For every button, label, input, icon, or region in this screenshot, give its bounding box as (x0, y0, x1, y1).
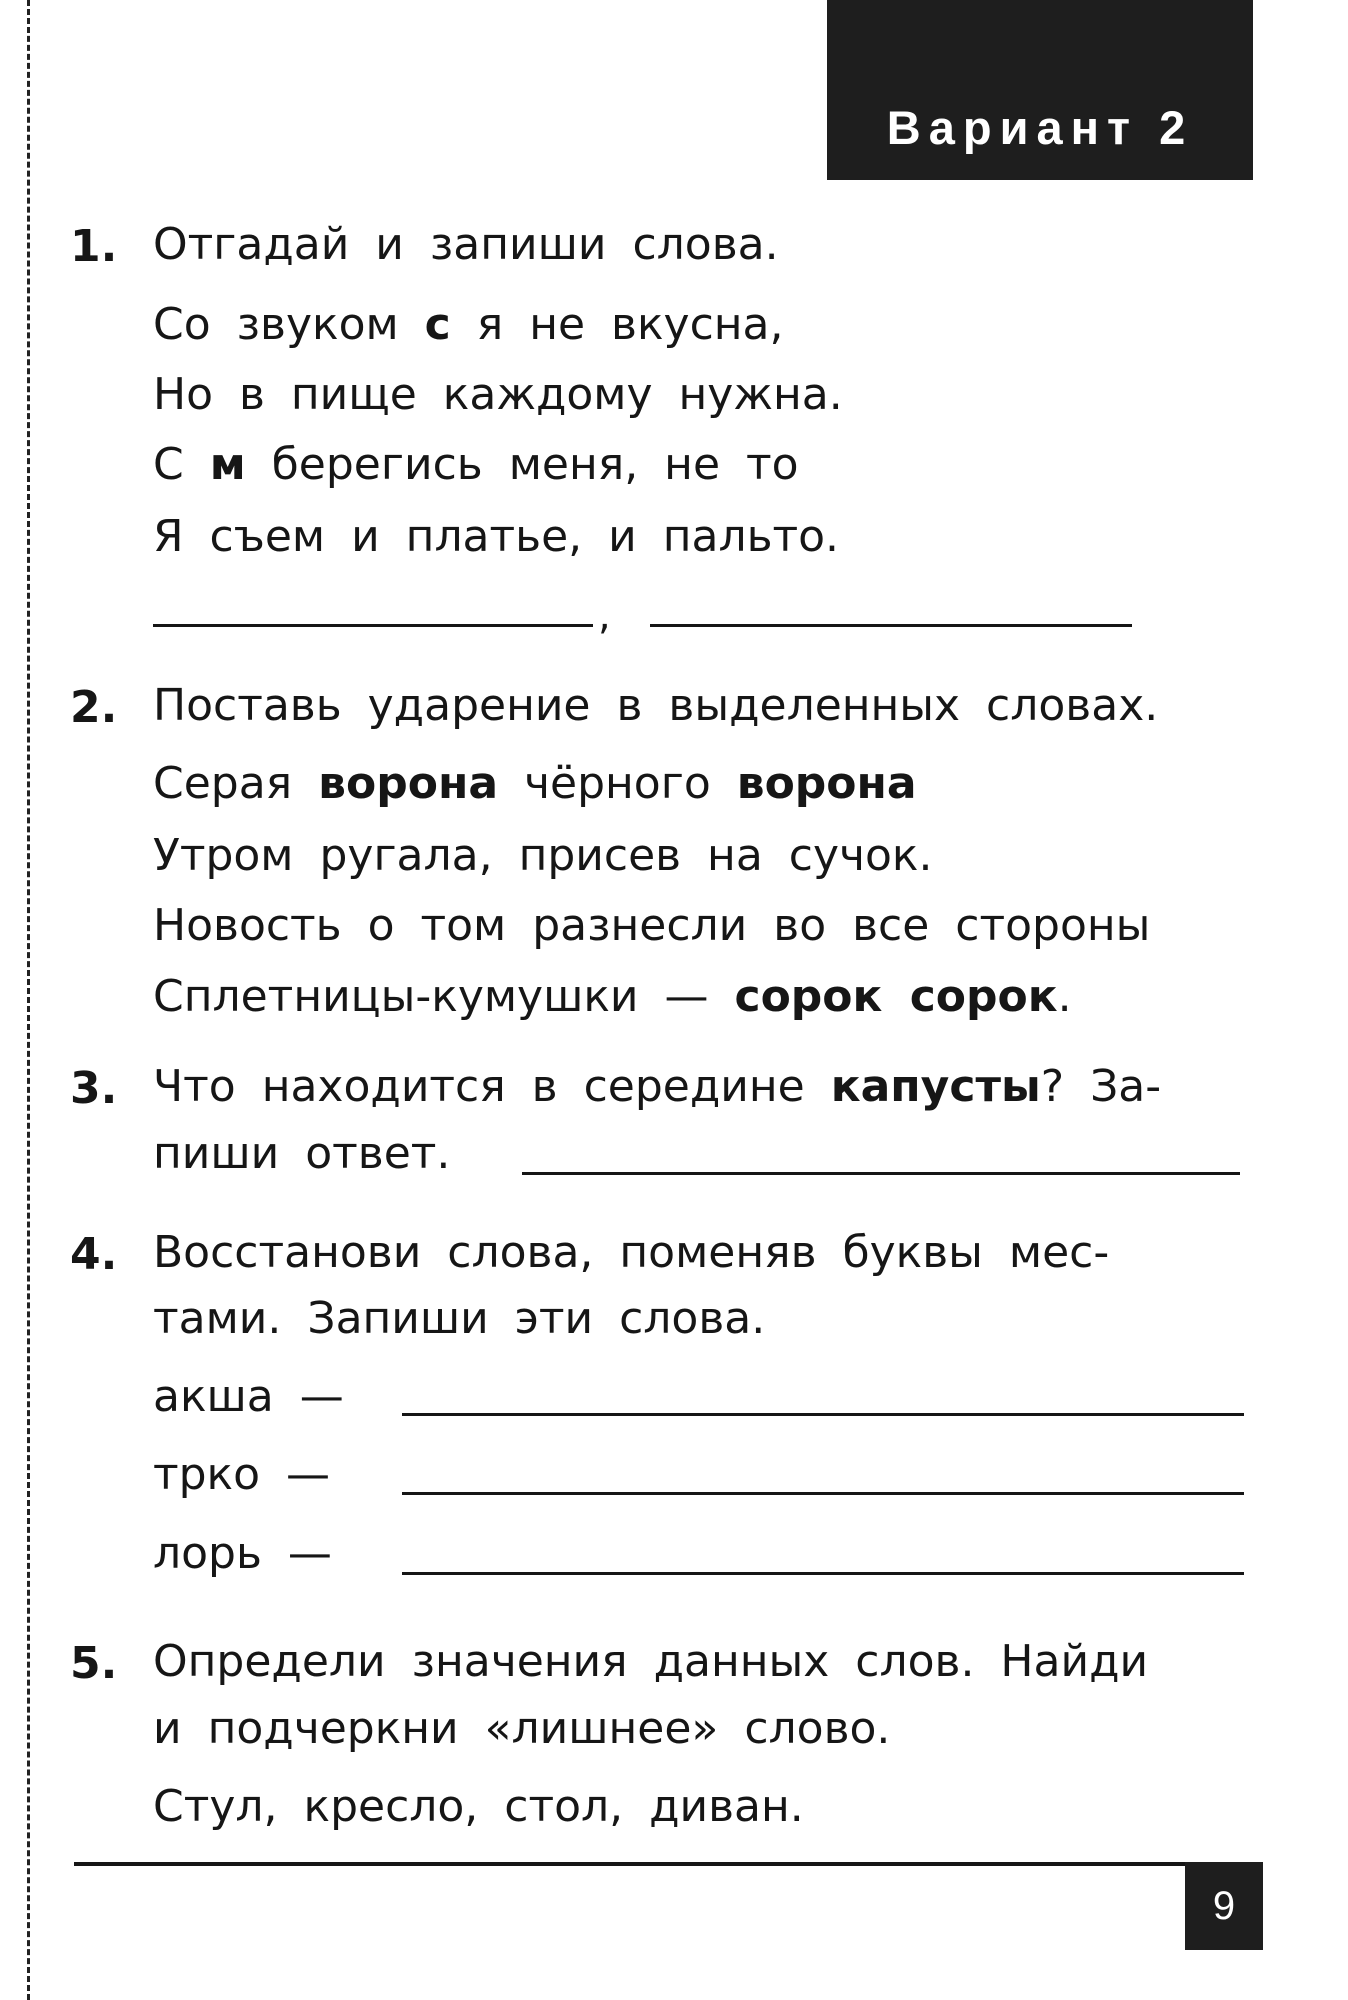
footer-rule (74, 1862, 1186, 1866)
page-number: 9 (1185, 1862, 1263, 1950)
variant-badge: Вариант 2 (827, 0, 1253, 180)
task-5-line-1: Определи значения данных слов. Найди (153, 1636, 1149, 1687)
task-3-line-1: Что находится в середине капусты? За- (153, 1061, 1162, 1112)
task-3-line-2: пиши ответ. (153, 1128, 451, 1179)
task-2-poem-line-3: Новость о том разнесли во все стороны (153, 900, 1151, 951)
task-4-word-3: лорь — (153, 1528, 332, 1579)
task-1-poem-line-4: Я съем и платье, и пальто. (153, 511, 840, 562)
task-1-prompt: Отгадай и запиши слова. (153, 219, 779, 270)
task-2-number: 2. (70, 682, 118, 733)
task-4-word-2: трко — (153, 1449, 331, 1500)
task-4-line-2: тами. Запиши эти слова. (153, 1293, 766, 1344)
task-5-line-2: и подчеркни «лишнее» слово. (153, 1703, 891, 1754)
task-2-poem-line-2: Утром ругала, присев на сучок. (153, 830, 933, 881)
task-2-poem-line-4: Сплетницы-кумушки — сорок сорок. (153, 971, 1072, 1022)
task-1-poem-line-1: Со звуком с я не вкусна, (153, 299, 784, 350)
task-1-poem-line-3: С м берегись меня, не то (153, 439, 799, 490)
task-4-number: 4. (70, 1229, 118, 1280)
task-4-answer-line-1[interactable] (402, 1413, 1244, 1416)
task-5-line-3: Стул, кресло, стол, диван. (153, 1781, 804, 1832)
task-3-number: 3. (70, 1063, 118, 1114)
task-4-answer-line-3[interactable] (402, 1572, 1244, 1575)
task-1-number: 1. (70, 221, 118, 272)
task-5-number: 5. (70, 1638, 118, 1689)
task-1-poem-line-2: Но в пище каждому нужна. (153, 369, 843, 420)
task-2-poem-line-1: Серая ворона чёрного ворона (153, 758, 917, 809)
task-4-word-1: акша — (153, 1371, 344, 1422)
task-2-prompt: Поставь ударение в выделенных словах. (153, 680, 1159, 731)
task-4-line-1: Восстанови слова, поменяв буквы мес- (153, 1227, 1110, 1278)
task-1-answer-line-1[interactable] (153, 624, 593, 627)
task-1-answer-line-2[interactable] (650, 624, 1132, 627)
task-4-answer-line-2[interactable] (402, 1492, 1244, 1495)
task-1-separator: , (598, 593, 611, 639)
task-3-answer-line[interactable] (522, 1172, 1240, 1175)
cut-line (27, 0, 30, 2000)
